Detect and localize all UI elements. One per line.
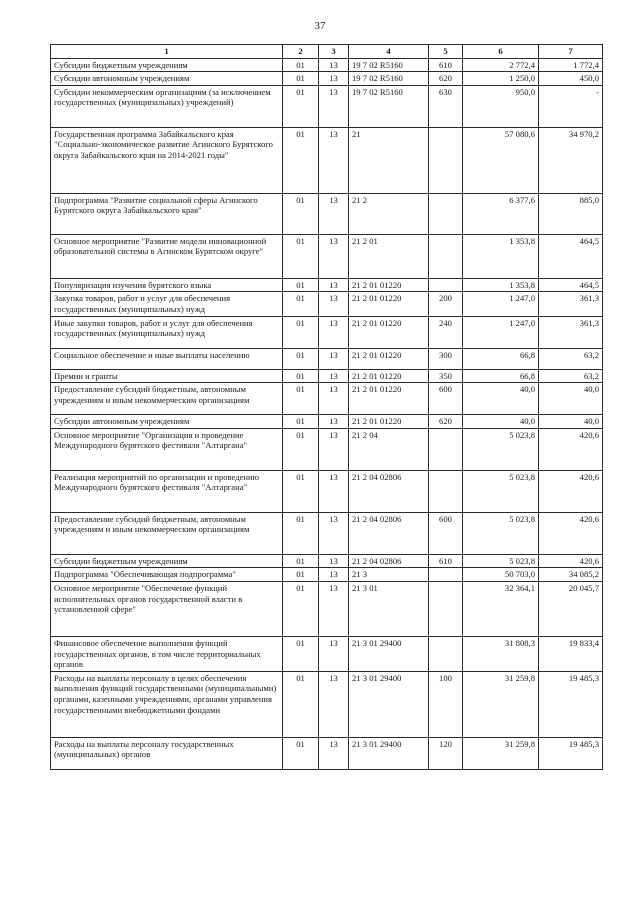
table-row — [51, 671, 603, 737]
row-amount-cell: 40,0 — [463, 383, 539, 415]
row-amount-cell: 1 247,0 — [463, 292, 539, 316]
row-expense-kind-cell: 100 — [429, 671, 463, 737]
row-name-cell: Субсидии бюджетным учреждениям — [51, 58, 283, 72]
row-name-cell: Основное мероприятие "Обеспечение функций исполнительных органов государственной власти в установленной сфере" — [51, 581, 283, 636]
row-name-cell: Закупка товаров, работ и услуг для обеспечения государственных (муниципальных) нужд — [51, 292, 283, 316]
row-amount-cell: 1 353,8 — [463, 234, 539, 278]
row-name-cell: Основное мероприятие "Организация и проведение Международного бурятского фестиваля "Алтаргана" — [51, 428, 283, 470]
row-name-cell: Премии и гранты — [51, 369, 283, 383]
row-target-code-cell: 19 7 02 R5160 — [349, 85, 429, 127]
row-amount-cell: 2 772,4 — [463, 58, 539, 72]
row-target-code-cell: 21 2 01 01220 — [349, 348, 429, 369]
row-name-cell: Субсидии бюджетным учреждениям — [51, 554, 283, 568]
row-section-cell: 01 — [283, 348, 319, 369]
row-section-cell: 01 — [283, 568, 319, 582]
row-expense-kind-cell: 630 — [429, 85, 463, 127]
row-expense-kind-cell — [429, 278, 463, 292]
row-executed-cell: 420,6 — [539, 428, 603, 470]
row-section-cell: 01 — [283, 278, 319, 292]
row-amount-cell: 66,8 — [463, 348, 539, 369]
row-name-cell: Иные закупки товаров, работ и услуг для обеспечения государственных (муниципальных) нужд — [51, 316, 283, 348]
table-row — [51, 316, 603, 348]
row-executed-cell: 420,6 — [539, 470, 603, 512]
row-amount-cell: 66,8 — [463, 369, 539, 383]
table-body — [51, 58, 603, 769]
row-target-code-cell: 21 2 01 — [349, 234, 429, 278]
row-expense-kind-cell — [429, 193, 463, 234]
row-executed-cell: 464,5 — [539, 278, 603, 292]
row-name-cell: Государственная программа Забайкальского края "Социально-экономическое развитие Агинского Бурятского округа Забайкальского края на 2014-2021 годы" — [51, 127, 283, 193]
row-subsection-cell: 13 — [319, 671, 349, 737]
table-row — [51, 568, 603, 582]
row-executed-cell: 420,6 — [539, 512, 603, 554]
row-executed-cell: 361,3 — [539, 292, 603, 316]
row-subsection-cell: 13 — [319, 383, 349, 415]
table-row — [51, 234, 603, 278]
row-name-cell: Предоставление субсидий бюджетным, автономным учреждениям и иным некоммерческим организациям — [51, 383, 283, 415]
row-section-cell: 01 — [283, 369, 319, 383]
row-name-cell: Субсидии автономным учреждениям — [51, 72, 283, 86]
row-name-cell: Субсидии некоммерческим организациям (за исключением государственных (муниципальных) учреждений) — [51, 85, 283, 127]
table-row — [51, 348, 603, 369]
row-executed-cell: 63,2 — [539, 348, 603, 369]
row-name-cell: Популяризация изучения бурятского языка — [51, 278, 283, 292]
row-executed-cell: 361,3 — [539, 316, 603, 348]
row-section-cell: 01 — [283, 470, 319, 512]
row-executed-cell: - — [539, 85, 603, 127]
row-target-code-cell: 21 3 01 29400 — [349, 737, 429, 769]
table-row — [51, 383, 603, 415]
row-target-code-cell: 21 2 04 02806 — [349, 554, 429, 568]
row-amount-cell: 1 247,0 — [463, 316, 539, 348]
row-expense-kind-cell: 600 — [429, 512, 463, 554]
row-section-cell: 01 — [283, 292, 319, 316]
column-header: 3 — [319, 45, 349, 59]
row-amount-cell: 6 377,6 — [463, 193, 539, 234]
row-expense-kind-cell — [429, 568, 463, 582]
row-target-code-cell: 21 3 — [349, 568, 429, 582]
row-executed-cell: 885,0 — [539, 193, 603, 234]
row-executed-cell: 19 485,3 — [539, 671, 603, 737]
row-amount-cell: 31 259,8 — [463, 737, 539, 769]
row-expense-kind-cell: 610 — [429, 58, 463, 72]
table-row — [51, 554, 603, 568]
row-name-cell: Реализация мероприятий по организации и проведению Международного бурятского фестиваля "Алтаргана" — [51, 470, 283, 512]
row-executed-cell: 1 772,4 — [539, 58, 603, 72]
row-name-cell: Субсидии автономным учреждениям — [51, 415, 283, 429]
table-row — [51, 470, 603, 512]
row-subsection-cell: 13 — [319, 737, 349, 769]
row-amount-cell: 5 023,8 — [463, 512, 539, 554]
row-section-cell: 01 — [283, 636, 319, 671]
row-amount-cell: 1 250,0 — [463, 72, 539, 86]
column-header: 1 — [51, 45, 283, 59]
row-subsection-cell: 13 — [319, 428, 349, 470]
row-section-cell: 01 — [283, 85, 319, 127]
table-row — [51, 512, 603, 554]
row-amount-cell: 31 259,8 — [463, 671, 539, 737]
table-row — [51, 278, 603, 292]
row-subsection-cell: 13 — [319, 512, 349, 554]
row-target-code-cell: 21 2 04 02806 — [349, 512, 429, 554]
row-target-code-cell: 21 2 01 01220 — [349, 369, 429, 383]
table-row — [51, 58, 603, 72]
row-amount-cell: 5 023,8 — [463, 470, 539, 512]
row-amount-cell: 32 364,1 — [463, 581, 539, 636]
row-subsection-cell: 13 — [319, 316, 349, 348]
row-subsection-cell: 13 — [319, 636, 349, 671]
row-expense-kind-cell — [429, 581, 463, 636]
row-expense-kind-cell — [429, 127, 463, 193]
row-target-code-cell: 21 3 01 29400 — [349, 671, 429, 737]
row-section-cell: 01 — [283, 193, 319, 234]
row-section-cell: 01 — [283, 383, 319, 415]
table-row — [51, 292, 603, 316]
row-name-cell: Финансовое обеспечение выполнения функций государственных органов, в том числе территориальных органов — [51, 636, 283, 671]
row-section-cell: 01 — [283, 127, 319, 193]
row-section-cell: 01 — [283, 316, 319, 348]
row-subsection-cell: 13 — [319, 568, 349, 582]
row-section-cell: 01 — [283, 512, 319, 554]
row-amount-cell: 5 023,8 — [463, 554, 539, 568]
row-target-code-cell: 21 2 — [349, 193, 429, 234]
table-row — [51, 193, 603, 234]
row-subsection-cell: 13 — [319, 72, 349, 86]
row-target-code-cell: 21 2 01 01220 — [349, 278, 429, 292]
row-subsection-cell: 13 — [319, 415, 349, 429]
row-subsection-cell: 13 — [319, 369, 349, 383]
row-executed-cell: 19 833,4 — [539, 636, 603, 671]
row-expense-kind-cell: 350 — [429, 369, 463, 383]
row-amount-cell: 50 703,0 — [463, 568, 539, 582]
row-expense-kind-cell — [429, 234, 463, 278]
row-executed-cell: 40,0 — [539, 415, 603, 429]
row-subsection-cell: 13 — [319, 581, 349, 636]
row-expense-kind-cell: 120 — [429, 737, 463, 769]
row-target-code-cell: 21 2 01 01220 — [349, 316, 429, 348]
row-name-cell: Подпрограмма "Обеспечивающая подпрограмма" — [51, 568, 283, 582]
row-subsection-cell: 13 — [319, 85, 349, 127]
row-expense-kind-cell: 620 — [429, 72, 463, 86]
row-amount-cell: 31 808,3 — [463, 636, 539, 671]
row-section-cell: 01 — [283, 234, 319, 278]
table-row — [51, 72, 603, 86]
row-name-cell: Расходы на выплаты персоналу государственных (муниципальных) органов — [51, 737, 283, 769]
table-row — [51, 85, 603, 127]
row-expense-kind-cell: 600 — [429, 383, 463, 415]
row-expense-kind-cell: 200 — [429, 292, 463, 316]
row-executed-cell: 450,0 — [539, 72, 603, 86]
row-expense-kind-cell: 300 — [429, 348, 463, 369]
row-amount-cell: 5 023,8 — [463, 428, 539, 470]
row-amount-cell: 57 080,6 — [463, 127, 539, 193]
table-row — [51, 369, 603, 383]
page-number: 37 — [314, 20, 326, 32]
table-row — [51, 415, 603, 429]
row-target-code-cell: 21 — [349, 127, 429, 193]
row-target-code-cell: 21 2 01 01220 — [349, 415, 429, 429]
row-subsection-cell: 13 — [319, 470, 349, 512]
row-executed-cell: 63,2 — [539, 369, 603, 383]
row-section-cell: 01 — [283, 72, 319, 86]
row-section-cell: 01 — [283, 581, 319, 636]
column-header: 2 — [283, 45, 319, 59]
row-section-cell: 01 — [283, 428, 319, 470]
row-subsection-cell: 13 — [319, 348, 349, 369]
row-amount-cell: 950,0 — [463, 85, 539, 127]
row-target-code-cell: 21 3 01 — [349, 581, 429, 636]
row-name-cell: Предоставление субсидий бюджетным, автономным учреждениям и иным некоммерческим организациям — [51, 512, 283, 554]
row-amount-cell: 1 353,8 — [463, 278, 539, 292]
row-subsection-cell: 13 — [319, 58, 349, 72]
row-executed-cell: 40,0 — [539, 383, 603, 415]
row-subsection-cell: 13 — [319, 193, 349, 234]
row-subsection-cell: 13 — [319, 127, 349, 193]
row-expense-kind-cell — [429, 470, 463, 512]
row-executed-cell: 34 085,2 — [539, 568, 603, 582]
row-subsection-cell: 13 — [319, 554, 349, 568]
row-name-cell: Социальное обеспечение и иные выплаты населению — [51, 348, 283, 369]
table-header-row — [51, 45, 603, 59]
row-expense-kind-cell — [429, 428, 463, 470]
row-target-code-cell: 21 2 04 — [349, 428, 429, 470]
row-expense-kind-cell: 620 — [429, 415, 463, 429]
row-section-cell: 01 — [283, 671, 319, 737]
row-expense-kind-cell — [429, 636, 463, 671]
column-header: 7 — [539, 45, 603, 59]
row-section-cell: 01 — [283, 415, 319, 429]
row-executed-cell: 20 045,7 — [539, 581, 603, 636]
row-name-cell: Основное мероприятие "Развитие модели инновационной образовательной системы в Агинском Бурятском округе" — [51, 234, 283, 278]
table-row — [51, 636, 603, 671]
row-section-cell: 01 — [283, 58, 319, 72]
table-row — [51, 737, 603, 769]
row-subsection-cell: 13 — [319, 234, 349, 278]
row-executed-cell: 19 485,3 — [539, 737, 603, 769]
row-target-code-cell: 21 2 01 01220 — [349, 292, 429, 316]
row-amount-cell: 40,0 — [463, 415, 539, 429]
row-executed-cell: 464,5 — [539, 234, 603, 278]
row-executed-cell: 34 970,2 — [539, 127, 603, 193]
row-name-cell: Расходы на выплаты персоналу в целях обеспечения выполнения функций государственными (муниципальными) органами, казенными учреждениями, органами управления государственными внебюджетными фондами — [51, 671, 283, 737]
table-row — [51, 428, 603, 470]
row-section-cell: 01 — [283, 554, 319, 568]
row-target-code-cell: 21 2 04 02806 — [349, 470, 429, 512]
row-name-cell: Подпрограмма "Развитие социальной сферы Агинского Бурятского округа Забайкальского края" — [51, 193, 283, 234]
row-target-code-cell: 21 2 01 01220 — [349, 383, 429, 415]
row-target-code-cell: 19 7 02 R5160 — [349, 58, 429, 72]
row-target-code-cell: 19 7 02 R5160 — [349, 72, 429, 86]
column-header: 5 — [429, 45, 463, 59]
budget-table — [50, 44, 603, 770]
table-row — [51, 127, 603, 193]
row-subsection-cell: 13 — [319, 292, 349, 316]
row-section-cell: 01 — [283, 737, 319, 769]
row-expense-kind-cell: 240 — [429, 316, 463, 348]
column-header: 6 — [463, 45, 539, 59]
row-target-code-cell: 21 3 01 29400 — [349, 636, 429, 671]
row-expense-kind-cell: 610 — [429, 554, 463, 568]
column-header: 4 — [349, 45, 429, 59]
row-subsection-cell: 13 — [319, 278, 349, 292]
table-row — [51, 581, 603, 636]
row-executed-cell: 420,6 — [539, 554, 603, 568]
